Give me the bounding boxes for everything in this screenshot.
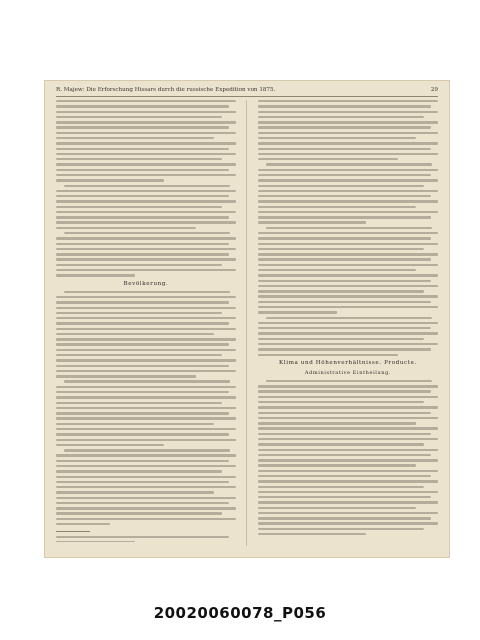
- section-heading-population: Bevölkerung.: [123, 280, 169, 287]
- text-block-climate: [258, 380, 438, 536]
- text-block-continued: [258, 100, 438, 356]
- text-block-intro: [56, 100, 236, 277]
- page-number: 29: [430, 87, 438, 93]
- column-divider: [246, 100, 247, 546]
- header-rule: [56, 96, 438, 97]
- scanned-page: [44, 80, 450, 558]
- left-column: [56, 100, 236, 546]
- right-column: [258, 100, 438, 546]
- archive-barcode-caption: 20020060078_P056: [153, 604, 327, 622]
- footnote-rule: [56, 531, 90, 532]
- section-heading-climate: Klima und Höhenverhältnisse. Producte.: [279, 359, 417, 366]
- running-head-title: R. Majew: Die Erforschung Hissars durch die russische Expedition von 1875.: [56, 87, 276, 93]
- footnote: [56, 536, 236, 542]
- text-block-population: [56, 291, 236, 526]
- running-head: [56, 85, 438, 95]
- section-subheading-administration: Administrative Eintheilung.: [304, 369, 392, 376]
